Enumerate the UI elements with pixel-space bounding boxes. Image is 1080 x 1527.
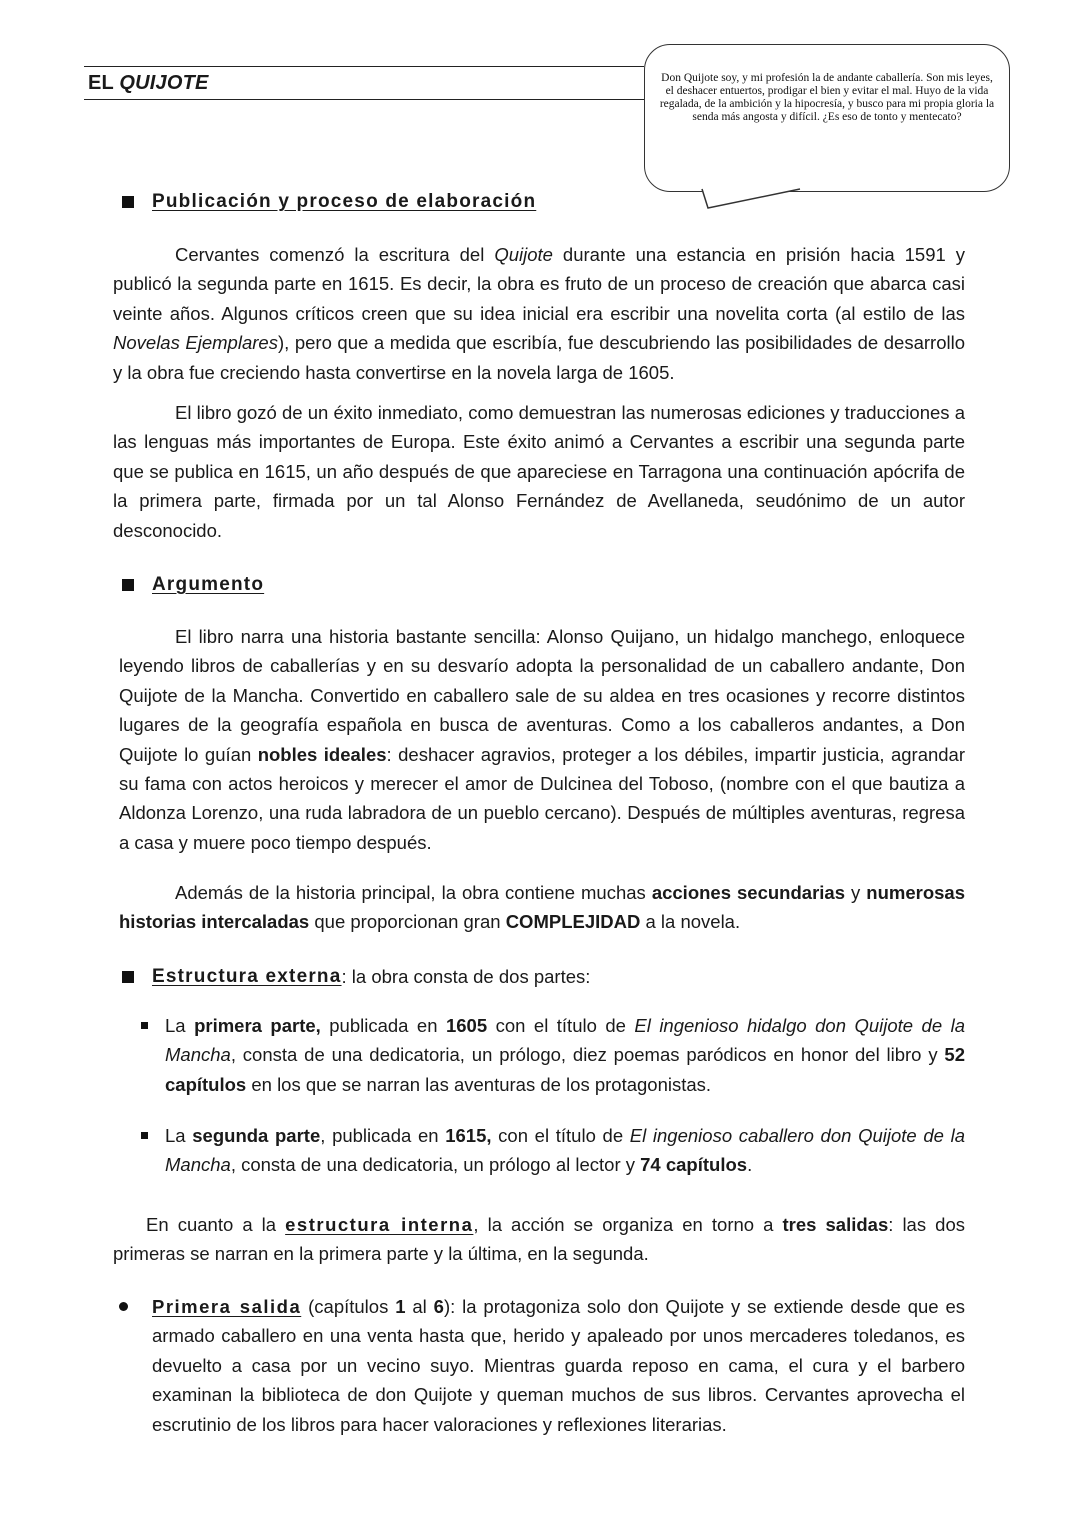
paragraph: Además de la historia principal, la obra contiene muchas acciones secundarias y numerosas historias intercaladas que proporcionan gran COMPLEJIDAD a la novela.	[119, 882, 965, 933]
page-title: EL QUIJOTE	[88, 72, 209, 94]
square-bullet-icon	[122, 196, 134, 208]
bubble-quote: Don Quijote soy, y mi profesión la de andante caballería. Son mis leyes, el deshacer entuertos, prodigar el bien y evitar el mal. Huyo de la vida regalada, de la ambición y la hipocresía, y busco para mi propia gloria la senda más angosta y difícil. ¿Es eso de tonto y mentecato?	[659, 72, 995, 123]
bullet-icon	[141, 1022, 148, 1029]
bullet-icon	[141, 1132, 148, 1139]
list-item: Primera salida (capítulos 1 al 6): la protagoniza solo don Quijote y se extiende desde que es armado caballero en una venta hasta que, herido y apaleado por unos mercaderes toledanos, es devuelto a casa por un vecino suyo. Mientras guarda reposo en cama, el cura y el barbero examinan la biblioteca de don Quijote y queman muchos de sus libros. Cervantes aprovecha el escrutinio de los libros para hacer valoraciones y reflexiones literarias.	[152, 1296, 965, 1435]
page-header	[84, 66, 644, 100]
bullet-icon	[119, 1302, 128, 1311]
paragraph: Cervantes comenzó la escritura del Quijote durante una estancia en prisión hacia 1591 y publicó la segunda parte en 1615. Es decir, la obra es fruto de un proceso de creación que abarca casi veinte años. Algunos críticos creen que su idea inicial era escribir una novelita corta (al estilo de las Novelas Ejemplares), pero que a medida que escribía, fue descubriendo las posibilidades de desarrollo y la obra fue creciendo hasta convertirse en la novela larga de 1605.	[113, 244, 966, 383]
list-item: La segunda parte, publicada en 1615, con el título de El ingenioso caballero don Quijote de la Mancha, consta de una dedicatoria, un prólogo al lector y 74 capítulos.	[165, 1125, 966, 1176]
list-item: La primera parte, publicada en 1605 con el título de El ingenioso hidalgo don Quijote de la Mancha, consta de una dedicatoria, un prólogo, diez poemas paródicos en honor del libro y 52 capítulos en los que se narran las aventuras de los protagonistas.	[165, 1015, 966, 1095]
square-bullet-icon	[122, 579, 134, 591]
section-heading-argumento: Argumento	[122, 574, 264, 596]
square-bullet-icon	[122, 971, 134, 983]
paragraph: El libro narra una historia bastante sencilla: Alonso Quijano, un hidalgo manchego, enloquece leyendo libros de caballerías y en su desvarío adopta la personalidad de un caballero andante, Don Quijote de la Mancha. Convertido en caballero sale de su aldea en tres ocasiones y recorre distintos lugares de la geografía española en busca de aventuras. Como a los caballeros andantes, a Don Quijote lo guían nobles ideales: deshacer agravios, proteger a los débiles, impartir justicia, agrandar su fama con actos heroicos y merecer el amor de Dulcinea del Toboso, (nombre con el que bautiza a Aldonza Lorenzo, una ruda labradora de un pueblo cercano). Después de múltiples aventuras, regresa a casa y muere poco tiempo después.	[119, 626, 966, 853]
section-heading-estructura-externa: Estructura externa : la obra consta de dos partes:	[122, 966, 590, 988]
speech-bubble	[644, 44, 1010, 192]
paragraph: El libro gozó de un éxito inmediato, como demuestran las numerosas ediciones y traducciones a las lenguas más importantes de Europa. Este éxito animó a Cervantes a escribir una segunda parte que se publica en 1615, un año después de que apareciese en Tarragona una continuación apócrifa de la primera parte, firmada por un tal Alonso Fernández de Avellaneda, seudónimo de un autor desconocido.	[113, 402, 965, 541]
speech-bubble-tail	[700, 186, 820, 216]
section-heading-publicacion: Publicación y proceso de elaboración	[122, 191, 536, 213]
paragraph: En cuanto a la estructura interna, la acción se organiza en torno a tres salidas: las dos primeras se narran en la primera parte y la última, en la segunda.	[113, 1214, 965, 1265]
